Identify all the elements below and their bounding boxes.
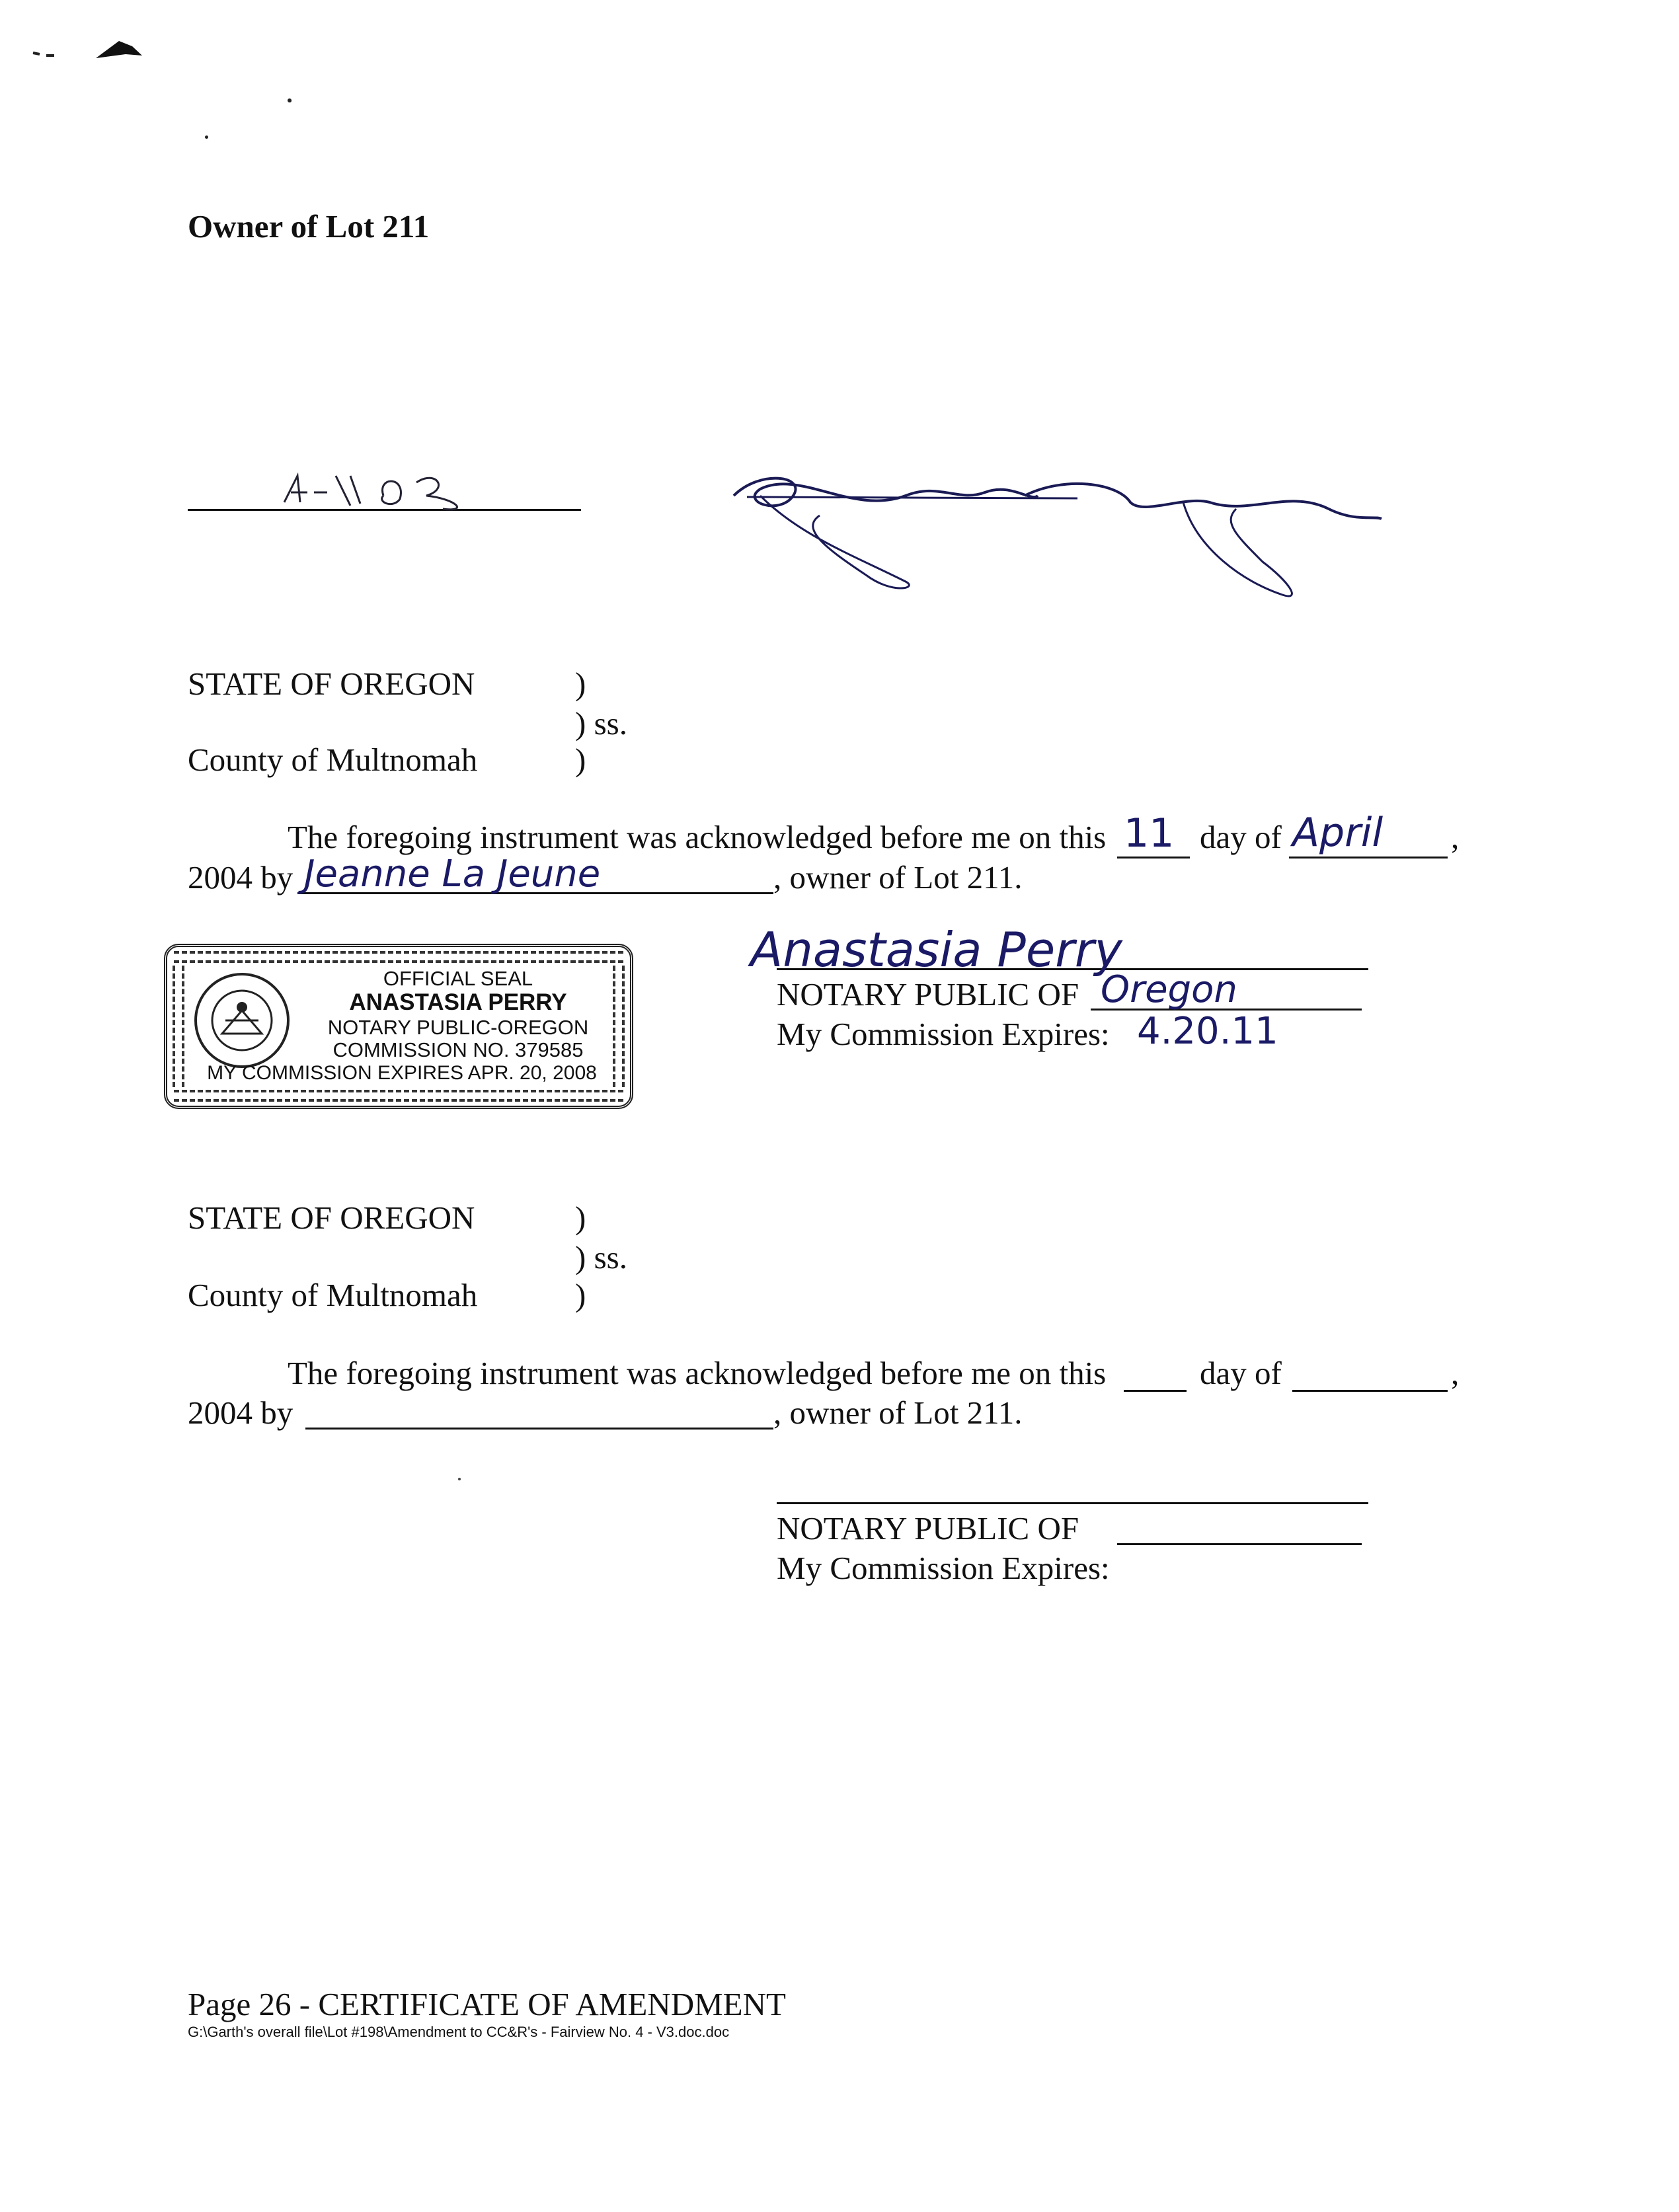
commission-expires-1: My Commission Expires: bbox=[777, 1016, 1110, 1052]
scan-dot bbox=[458, 1478, 461, 1480]
handwritten-date bbox=[278, 463, 529, 515]
page-heading: Owner of Lot 211 bbox=[188, 208, 430, 245]
owner-signature bbox=[721, 456, 1382, 601]
paren-ss-1: ) ss. bbox=[575, 705, 627, 742]
scan-dot bbox=[288, 99, 292, 102]
official-seal-stamp bbox=[164, 944, 633, 1109]
commission-expires-2: My Commission Expires: bbox=[777, 1550, 1110, 1586]
ack-line1-2: The foregoing instrument was acknowledged before me on this bbox=[288, 1355, 1107, 1391]
ack-line2-prefix-1: 2004 by bbox=[188, 859, 293, 896]
ack-line2-prefix-2: 2004 by bbox=[188, 1394, 293, 1431]
seal-line2: ANASTASIA PERRY bbox=[349, 989, 567, 1015]
seal-line4: COMMISSION NO. 379585 bbox=[332, 1038, 584, 1061]
ack-line1-1: The foregoing instrument was acknowledged before me on this bbox=[288, 819, 1107, 855]
notary-signature-1: Anastasia Perry bbox=[750, 922, 1122, 977]
paren-top-1: ) bbox=[575, 666, 586, 702]
scan-dot bbox=[205, 135, 208, 139]
state-label-2: STATE OF OREGON bbox=[188, 1200, 475, 1236]
paren-bot-2: ) bbox=[575, 1277, 586, 1313]
seal-line3: NOTARY PUBLIC-OREGON bbox=[327, 1016, 589, 1039]
paren-bot-1: ) bbox=[575, 742, 586, 778]
commission-value-1: 4.20.11 bbox=[1137, 1010, 1278, 1053]
month-line-1 bbox=[1289, 857, 1448, 858]
county-label-1: County of Multnomah bbox=[188, 742, 478, 778]
day-of-1: day of bbox=[1200, 819, 1282, 855]
by-value-1: Jeanne La Jeune bbox=[304, 853, 601, 896]
month-line-2 bbox=[1292, 1390, 1448, 1392]
footer-file-path: G:\Garth's overall file\Lot #198\Amendment to CC&R's - Fairview No. 4 - V3.doc.doc bbox=[188, 2024, 730, 2040]
day-value-1: 11 bbox=[1124, 810, 1175, 857]
footer-page-label: Page 26 - CERTIFICATE OF AMENDMENT bbox=[188, 1986, 786, 2022]
comma-1: , bbox=[1451, 819, 1460, 855]
seal-line1: OFFICIAL SEAL bbox=[383, 967, 533, 990]
notary-state-line-2 bbox=[1117, 1543, 1362, 1545]
state-label-1: STATE OF OREGON bbox=[188, 666, 475, 702]
oregon-state-seal-emblem bbox=[192, 971, 292, 1070]
notary-public-of-1: NOTARY PUBLIC OF bbox=[777, 976, 1079, 1012]
comma-2: , bbox=[1451, 1355, 1460, 1391]
paren-top-2: ) bbox=[575, 1200, 586, 1236]
paren-ss-2: ) ss. bbox=[575, 1239, 627, 1276]
month-value-1: April bbox=[1292, 810, 1384, 856]
day-line-2 bbox=[1124, 1390, 1187, 1392]
county-label-2: County of Multnomah bbox=[188, 1277, 478, 1313]
ack-line2-suffix-2: , owner of Lot 211. bbox=[773, 1394, 1023, 1431]
day-of-2: day of bbox=[1200, 1355, 1282, 1391]
seal-line5: MY COMMISSION EXPIRES APR. 20, 2008 bbox=[207, 1062, 597, 1084]
scan-mark bbox=[26, 26, 172, 106]
notary-state-value-1: Oregon bbox=[1101, 968, 1237, 1011]
seal-border-pattern bbox=[174, 951, 623, 963]
seal-border-pattern bbox=[173, 966, 184, 1087]
day-line-1 bbox=[1117, 857, 1190, 858]
seal-border-pattern bbox=[174, 1090, 623, 1102]
by-line-2 bbox=[305, 1428, 773, 1430]
ack-line2-suffix-1: , owner of Lot 211. bbox=[773, 859, 1023, 896]
notary-sign-line-2 bbox=[777, 1502, 1368, 1504]
notary-public-of-2: NOTARY PUBLIC OF bbox=[777, 1510, 1079, 1546]
